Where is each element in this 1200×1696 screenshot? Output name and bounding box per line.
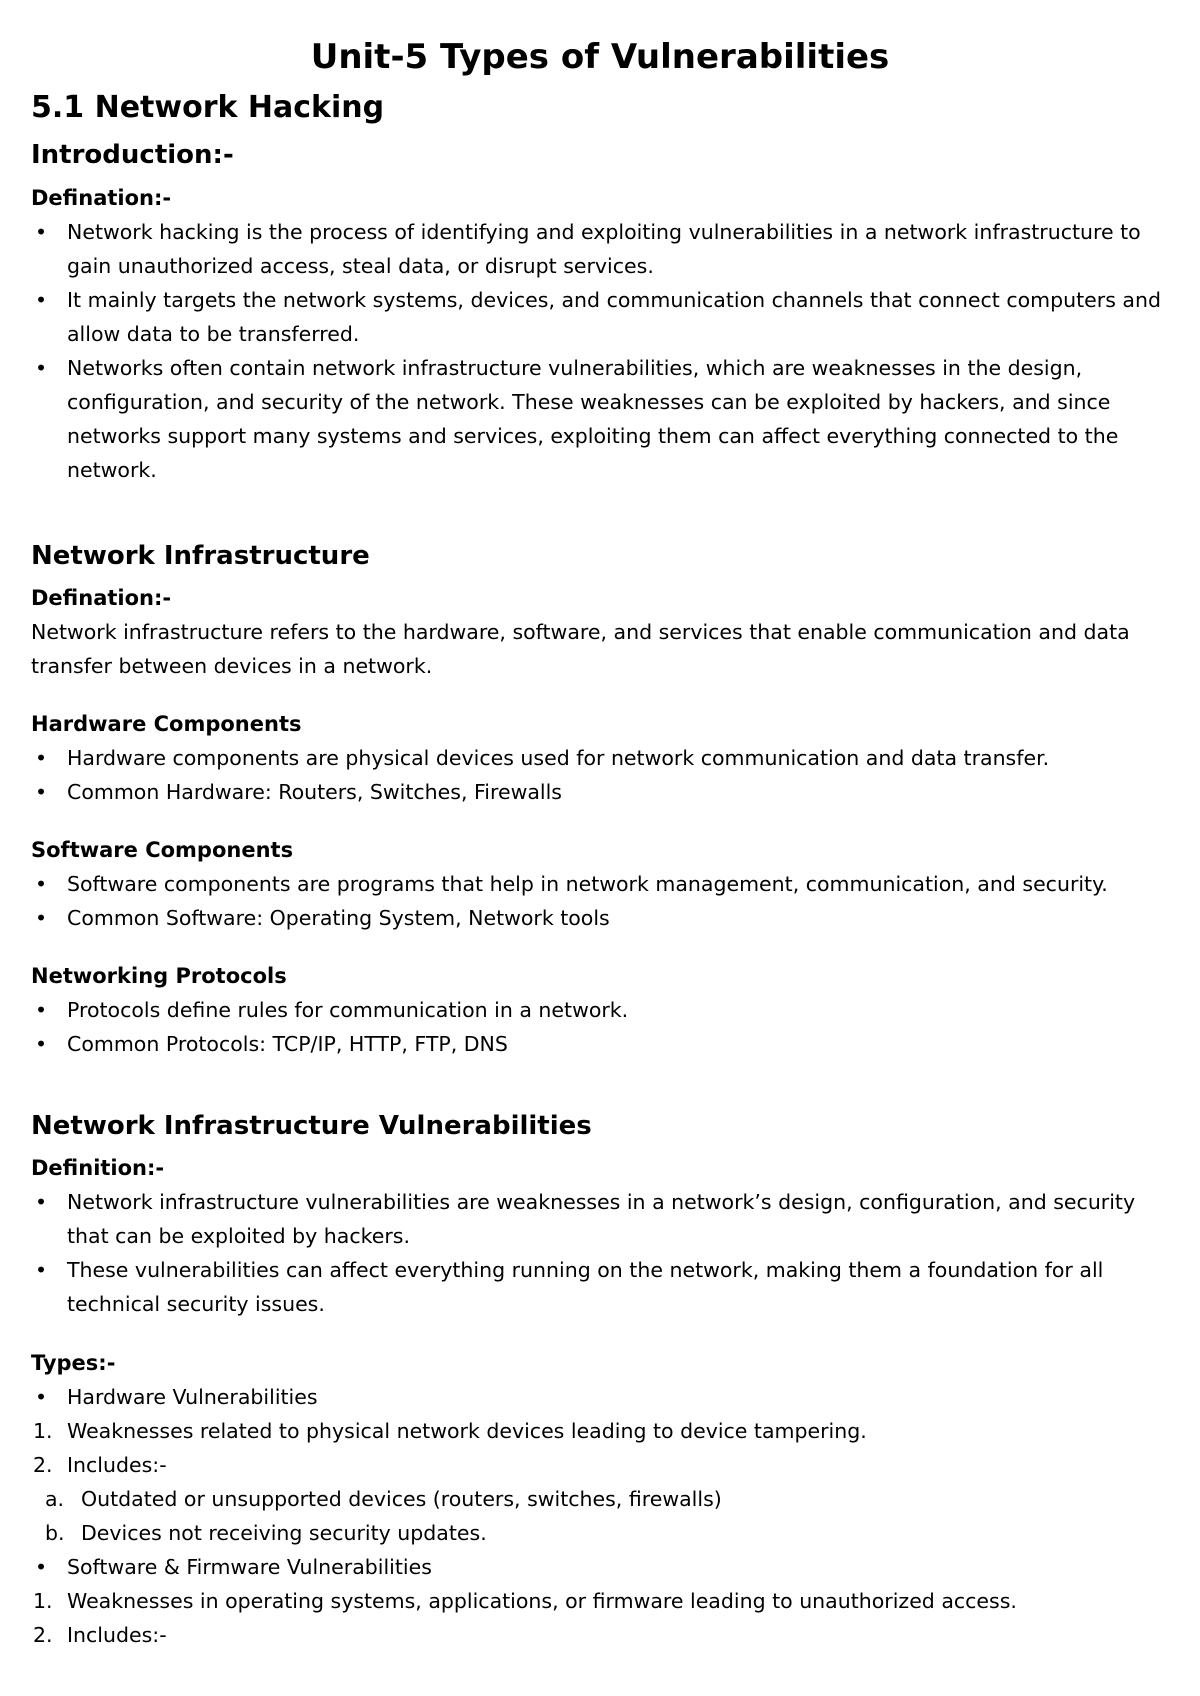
list-item-software-firmware-vulnerabilities: • Software & Firmware Vulnerabilities — [31, 1550, 1181, 1584]
list-item-text: Includes:- — [67, 1453, 167, 1477]
definition-label: Defination:- — [31, 586, 172, 610]
definition-label: Defination:- — [31, 186, 172, 210]
numbered-item — [31, 1448, 1181, 1482]
software-components-list — [31, 867, 1181, 935]
numbered-item — [31, 1414, 1181, 1448]
introduction-heading: Introduction:- — [31, 140, 234, 170]
software-components-heading: Software Components — [31, 838, 294, 862]
definition-label: Definition:- — [31, 1156, 165, 1180]
section-heading-network-infrastructure: Network Infrastructure — [31, 541, 370, 571]
types-label: Types:- — [31, 1351, 116, 1375]
section-heading-infrastructure-vulnerabilities: Network Infrastructure Vulnerabilities — [31, 1111, 592, 1141]
hardware-components-list — [31, 741, 1181, 809]
list-item: • Common Hardware: Routers, Switches, Firewalls — [31, 775, 1181, 809]
list-number: 1. — [33, 1589, 53, 1613]
numbered-item — [31, 1618, 1181, 1652]
list-item-text: Weaknesses related to physical network devices leading to device tampering. — [67, 1419, 867, 1443]
list-number: 2. — [33, 1453, 53, 1477]
list-item: • It mainly targets the network systems, devices, and communication channels that connect computers and allow data to be transferred. — [31, 283, 1181, 351]
network-hacking-definition-list — [31, 215, 1181, 487]
list-letter: a. — [45, 1487, 65, 1511]
list-number: 2. — [33, 1623, 53, 1647]
numbered-item — [31, 1584, 1181, 1618]
list-item: • Hardware components are physical devices used for network communication and data transfer. — [31, 741, 1181, 775]
list-letter: b. — [45, 1521, 65, 1545]
list-item: • Software components are programs that help in network management, communication, and security. — [31, 867, 1181, 901]
section-heading-network-hacking: 5.1 Network Hacking — [31, 90, 385, 125]
lettered-item — [31, 1516, 1181, 1550]
list-item: • Common Protocols: TCP/IP, HTTP, FTP, DNS — [31, 1027, 1181, 1061]
list-number: 1. — [33, 1419, 53, 1443]
vulnerability-types-list — [31, 1380, 1181, 1652]
list-item: • These vulnerabilities can affect everything running on the network, making them a foundation for all technical security issues. — [31, 1253, 1181, 1321]
list-item-text: Devices not receiving security updates. — [81, 1521, 487, 1545]
vulnerabilities-definition-list — [31, 1185, 1181, 1321]
hardware-components-heading: Hardware Components — [31, 712, 302, 736]
infrastructure-definition-text: Network infrastructure refers to the hardware, software, and services that enable communication and data transfer between devices in a network. — [31, 620, 1130, 678]
networking-protocols-list — [31, 993, 1181, 1061]
list-item: • Network hacking is the process of identifying and exploiting vulnerabilities in a network infrastructure to gain unauthorized access, steal data, or disrupt services. — [31, 215, 1181, 283]
list-item-text: Weaknesses in operating systems, applications, or firmware leading to unauthorized access. — [67, 1589, 1017, 1613]
list-item-hardware-vulnerabilities: • Hardware Vulnerabilities — [31, 1380, 1181, 1414]
list-item: • Protocols define rules for communication in a network. — [31, 993, 1181, 1027]
list-item: • Common Software: Operating System, Network tools — [31, 901, 1181, 935]
list-item: • Network infrastructure vulnerabilities are weaknesses in a network’s design, configuration, and security that can be exploited by hackers. — [31, 1185, 1181, 1253]
list-item: • Networks often contain network infrastructure vulnerabilities, which are weaknesses in the design, configuration, and security of the network. These weaknesses can be exploited by hackers, and since networks support many systems and services, exploiting them can affect everything connected to the network. — [31, 351, 1181, 487]
lettered-item — [31, 1482, 1181, 1516]
document-title: Unit-5 Types of Vulnerabilities — [310, 37, 890, 77]
list-item-text: Outdated or unsupported devices (routers, switches, firewalls) — [81, 1487, 722, 1511]
networking-protocols-heading: Networking Protocols — [31, 964, 287, 988]
list-item-text: Includes:- — [67, 1623, 167, 1647]
